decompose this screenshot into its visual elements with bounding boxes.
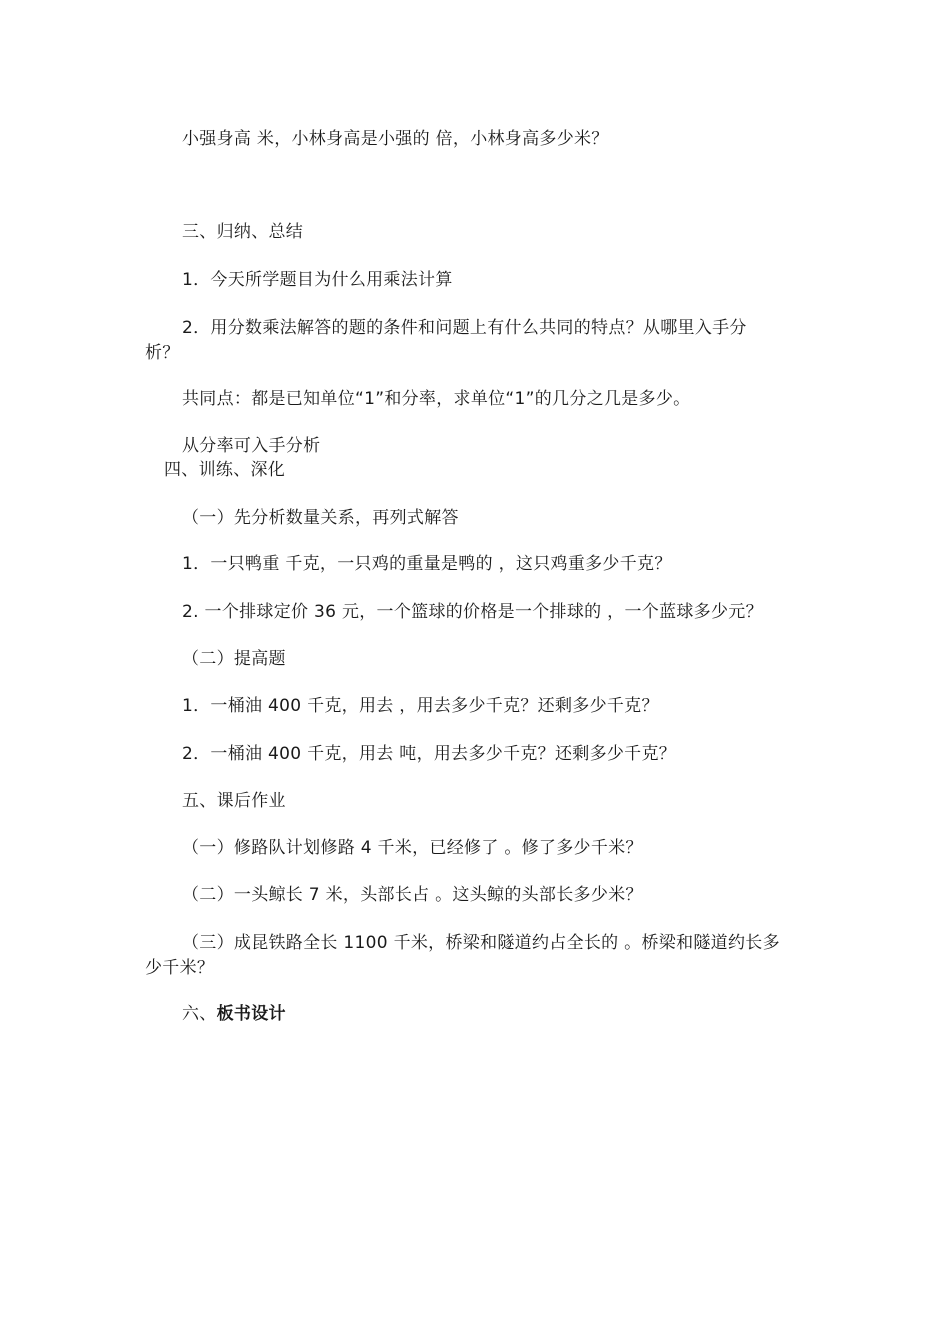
summary-item-1: 1．今天所学题目为什么用乘法计算 [182,270,453,290]
exercise-1: 1．一只鸭重 千克，一只鸡的重量是鸭的 ，这只鸡重多少千克？ [182,554,672,574]
section-heading-6 [182,1002,286,1026]
section-heading-6-title: 板书设计 [216,1004,286,1024]
subsection-1: （一）先分析数量关系，再列式解答 [182,508,459,528]
advanced-2: 2．一桶油 400 千克，用去 吨，用去多少千克？还剩多少千克？ [182,744,677,764]
homework-3: （三）成昆铁路全长 1100 千米，桥梁和隧道约占全长的 。桥梁和隧道约长多 [182,933,780,953]
summary-item-2: 2．用分数乘法解答的题的条件和问题上有什么共同的特点？从哪里入手分 [182,318,747,338]
problem-height: 小强身高 米，小林身高是小强的 倍，小林身高多少米？ [182,129,609,149]
subsection-2: （二）提高题 [182,649,286,669]
exercise-2: 2. 一个排球定价 36 元，一个篮球的价格是一个排球的 ，一个蓝球多少元？ [182,602,763,622]
section-heading-6-number: 六、 [182,1004,217,1024]
section-heading-4: 四、训练、深化 [164,460,286,480]
homework-2: （二）一头鲸长 7 米，头部长占 。这头鲸的头部长多少米？ [182,885,643,905]
section-heading-5: 五、课后作业 [182,791,286,811]
advanced-1: 1．一桶油 400 千克，用去 ，用去多少千克？还剩多少千克？ [182,696,659,716]
summary-item-2-cont: 析？ [145,343,180,363]
analysis-note: 从分率可入手分析 [182,436,321,456]
homework-1: （一）修路队计划修路 4 千米，已经修了 。修了多少千米？ [182,838,643,858]
homework-3-cont: 少千米？ [145,958,215,978]
section-heading-3: 三、归纳、总结 [182,222,304,242]
common-point: 共同点：都是已知单位“1”和分率，求单位“1”的几分之几是多少。 [182,389,691,409]
